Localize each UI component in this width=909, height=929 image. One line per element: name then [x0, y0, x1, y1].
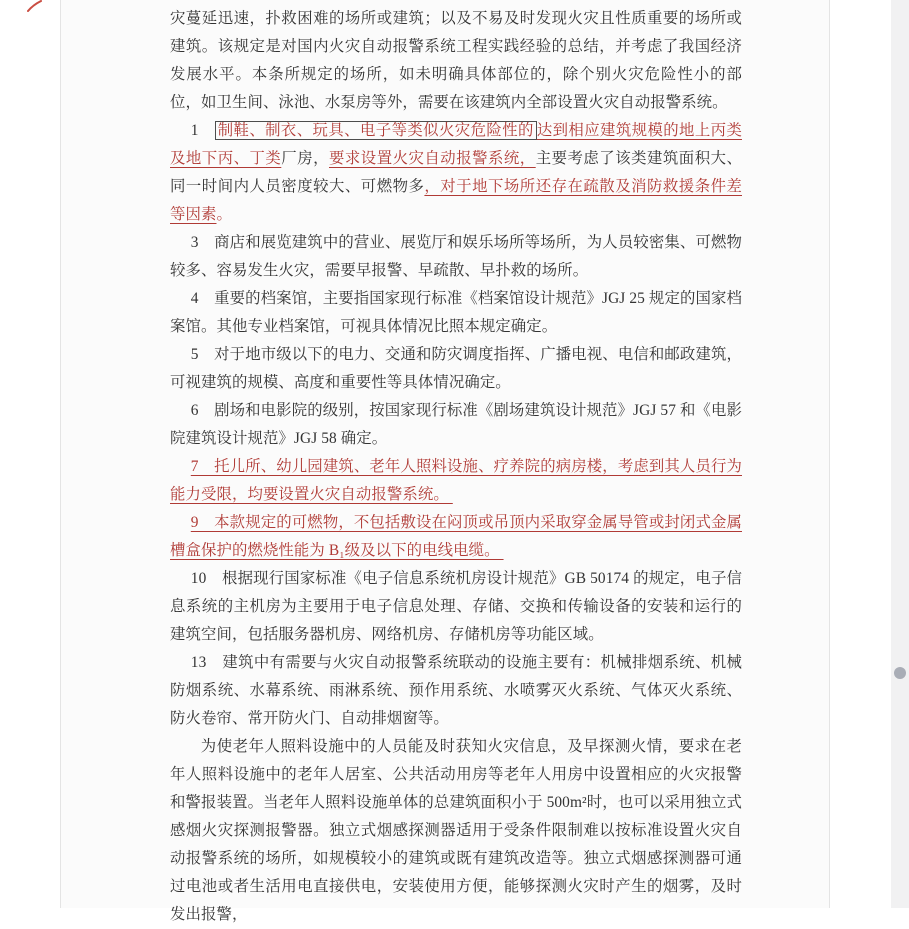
item-5 — [170, 341, 742, 397]
item-6 — [170, 397, 742, 453]
item-13 — [170, 649, 742, 733]
item-9 — [170, 509, 742, 565]
text-run: 。 — [216, 206, 232, 223]
document-text — [170, 5, 742, 929]
text-run: 达到相应建筑规模的地上丙类及地下丙、丁类 — [170, 122, 742, 167]
text-run: 为使老年人照料设施中的人员能及时获知火灾信息，及早探测火情，要求在老年人照料设施中的老年人居室、公共活动用房等老年人用房中设置相应的火灾报警和警报装置。当老年人照料设施单体的总建筑面积小于 500m²时，也可以采用独立式感烟火灾探测报警器。独立式烟感探测器适用于受条件限制难以按标准设置火灾自动报警系统的场所，如规模较小的建筑或既有建筑改造等。独立式烟感探测器可通过电池或者生活用电直接供电，安装使用方便，能够探测火灾时产生的烟雾，及时发出报警， — [170, 738, 742, 923]
text-run: 7 托儿所、幼儿园建筑、老年人照料设施、疗养院的病房楼，考虑到其人员行为能力受限，均要设置火灾自动报警系统。 — [170, 458, 742, 503]
text-run: 灾蔓延迅速，扑救困难的场所或建筑；以及不易及时发现火灾且性质重要的场所或建筑。该规定是对国内火灾自动报警系统工程实践经验的总结，并考虑了我国经济发展水平。本条所规定的场所，如未明确具体部位的，除个别火灾危险性小的部位，如卫生间、泳池、水泵房等外，需要在该建筑内全部设置火灾自动报警系统。 — [170, 10, 742, 111]
red-pen-stroke-icon — [27, 0, 43, 13]
scroll-thumb-icon[interactable] — [894, 667, 906, 679]
item-4 — [170, 285, 742, 341]
item-10 — [170, 565, 742, 649]
text-run: 制鞋、制衣、玩具、电子等类似火灾危险性的 — [215, 121, 537, 140]
text-run: 6 剧场和电影院的级别，按国家现行标准《剧场建筑设计规范》JGJ 57 和《电影院建筑设计规范》JGJ 58 确定。 — [170, 402, 742, 447]
text-run: 1 — [190, 122, 215, 139]
text-run: 4 重要的档案馆，主要指国家现行标准《档案馆设计规范》JGJ 25 规定的国家档案馆。其他专业档案馆，可视具体情况比照本规定确定。 — [170, 290, 742, 335]
para-elderly-care — [170, 733, 742, 929]
text-run: 厂房， — [281, 150, 329, 167]
item-7 — [170, 453, 742, 509]
item-1 — [170, 117, 742, 229]
page-right-margin — [831, 0, 891, 908]
scrollbar-track[interactable] — [891, 0, 909, 908]
text-run: 13 建筑中有需要与火灾自动报警系统联动的设施主要有：机械排烟系统、机械防烟系统、水幕系统、雨淋系统、预作用系统、水喷雾灭火系统、气体灭火系统、防火卷帘、常开防火门、自动排烟窗等。 — [170, 654, 742, 727]
document-page — [60, 0, 830, 923]
text-run: 5 对于地市级以下的电力、交通和防灾调度指挥、广播电视、电信和邮政建筑，可视建筑的规模、高度和重要性等具体情况确定。 — [170, 346, 742, 391]
item-3 — [170, 229, 742, 285]
text-run: 主要考虑了该类建筑面积大、同一时间内人员密度较大、可燃物多 — [170, 150, 742, 195]
para-continuation — [170, 5, 742, 117]
page-left-margin — [0, 0, 60, 908]
text-run: 要求设置火灾自动报警系统， — [329, 150, 536, 167]
text-run: 9 本款规定的可燃物，不包括敷设在闷顶或吊顶内采取穿金属导管或封闭式金属槽盒保护的燃烧性能为 B₁级及以下的电线电缆。 — [170, 514, 742, 559]
text-run: ，对于地下场所还存在疏散及消防救援条件差等因素 — [170, 178, 742, 223]
text-run: 10 根据现行国家标准《电子信息系统机房设计规范》GB 50174 的规定，电子信息系统的主机房为主要用于电子信息处理、存储、交换和传输设备的安装和运行的建筑空间，包括服务器机房、网络机房、存储机房等功能区域。 — [170, 570, 742, 643]
text-run: 3 商店和展览建筑中的营业、展览厅和娱乐场所等场所，为人员较密集、可燃物较多、容易发生火灾，需要早报警、早疏散、早扑救的场所。 — [170, 234, 742, 279]
